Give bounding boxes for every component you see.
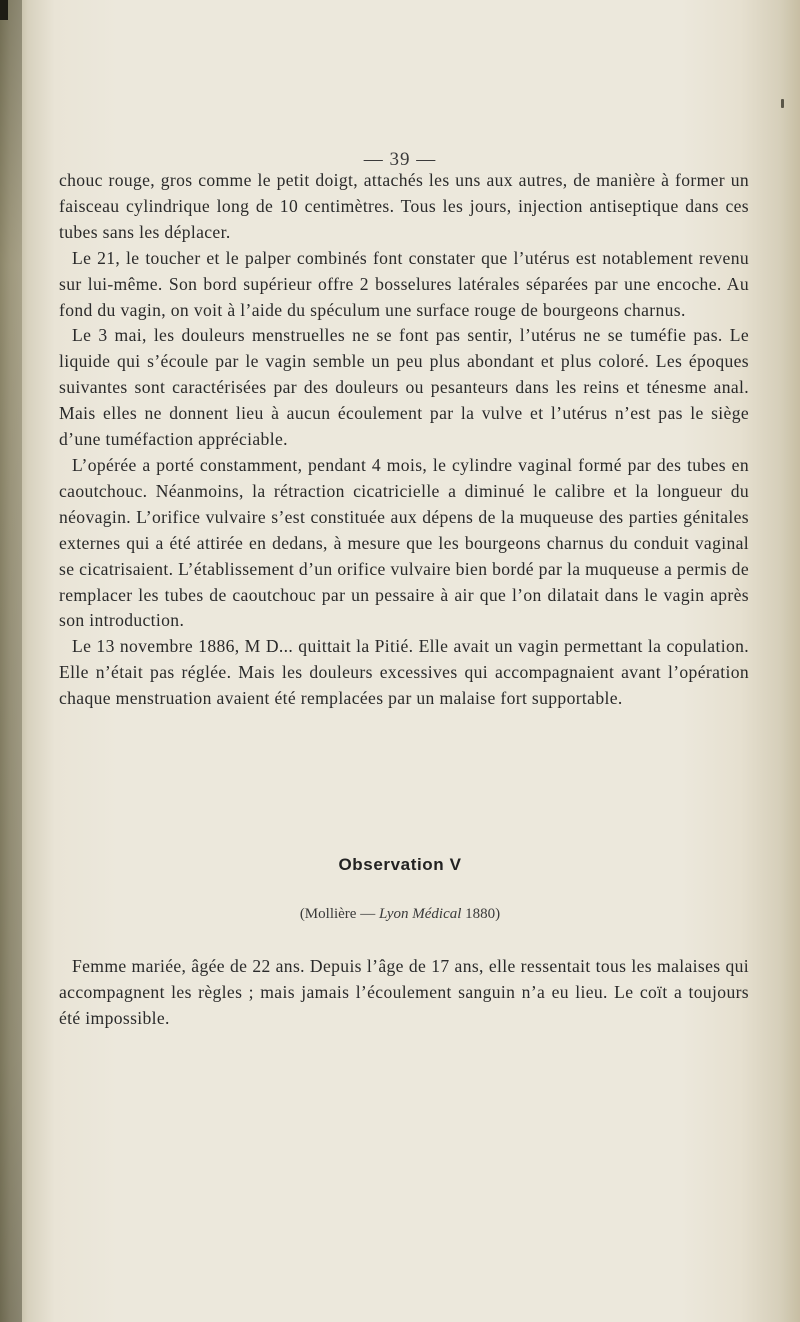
- page-number: — 39 —: [363, 149, 437, 170]
- paragraph: Femme mariée, âgée de 22 ans. Depuis l’âge de 17 ans, elle ressentait tous les malaises qui accompagnent les règles ; mais jamais l’écoulement sanguin n’a eu lieu. Le coït a toujours été impossible.: [59, 956, 749, 1028]
- corner-mark: [0, 0, 8, 20]
- paragraph: chouc rouge, gros comme le petit doigt, attachés les uns aux autres, de manière à former un faisceau cylindrique long de 10 centimètres. Tous les jours, injection antiseptique dans ces tubes sans les déplacer.: [59, 170, 749, 242]
- observation-title: Observation V: [338, 855, 462, 874]
- source-year: 1880): [461, 906, 501, 922]
- main-text: [59, 168, 749, 712]
- paragraph: Le 21, le toucher et le palper combinés font constater que l’utérus est notablement revenu sur lui-même. Son bord supérieur offre 2 bosselures latérales séparées par une encoche. Au fond du vagin, on voit à l’aide du spéculum une surface rouge de bourgeons charnus.: [59, 247, 749, 320]
- source-author: (Mollière —: [299, 906, 379, 922]
- observation-text: [59, 954, 749, 1032]
- page-binding-shadow: [0, 0, 22, 1322]
- paragraph: Le 3 mai, les douleurs menstruelles ne se font pas sentir, l’utérus ne se tuméfie pas. Le liquide qui s’écoule par le vagin semble un peu plus abondant et plus coloré. Les époques suivantes sont caractérisées par des douleurs ou pesanteurs dans les reins et ténesme anal. Mais elles ne donnent lieu à aucun écoulement par la vulve et l’utérus n’est pas le siège d’une tuméfaction appréciable.: [59, 325, 749, 450]
- paragraph: Le 13 novembre 1886, M D... quittait la Pitié. Elle avait un vagin permettant la copulation. Elle n’était pas réglée. Mais les douleurs excessives qui accompagnaient avant l’opération chaque menstruation avaient été remplacées par un malaise fort supportable.: [59, 636, 749, 709]
- source-journal: Lyon Médical: [378, 906, 462, 922]
- page-edge-mark: [781, 99, 784, 108]
- observation-source: [0, 906, 800, 923]
- paragraph: L’opérée a porté constamment, pendant 4 mois, le cylindre vaginal formé par des tubes en caoutchouc. Néanmoins, la rétraction cicatricielle a diminué le calibre et la longueur du néovagin. L’orifice vulvaire s’est constituée aux dépens de la muqueuse des parties génitales externes qui a été attirée en dedans, à mesure que les bourgeons charnus du conduit vaginal se cicatrisaient. L’établissement d’un orifice vulvaire bien bordé par la muqueuse a permis de remplacer les tubes de caoutchouc par un pessaire à air que l’on dilatait dans le vagin après son introduction.: [59, 454, 749, 631]
